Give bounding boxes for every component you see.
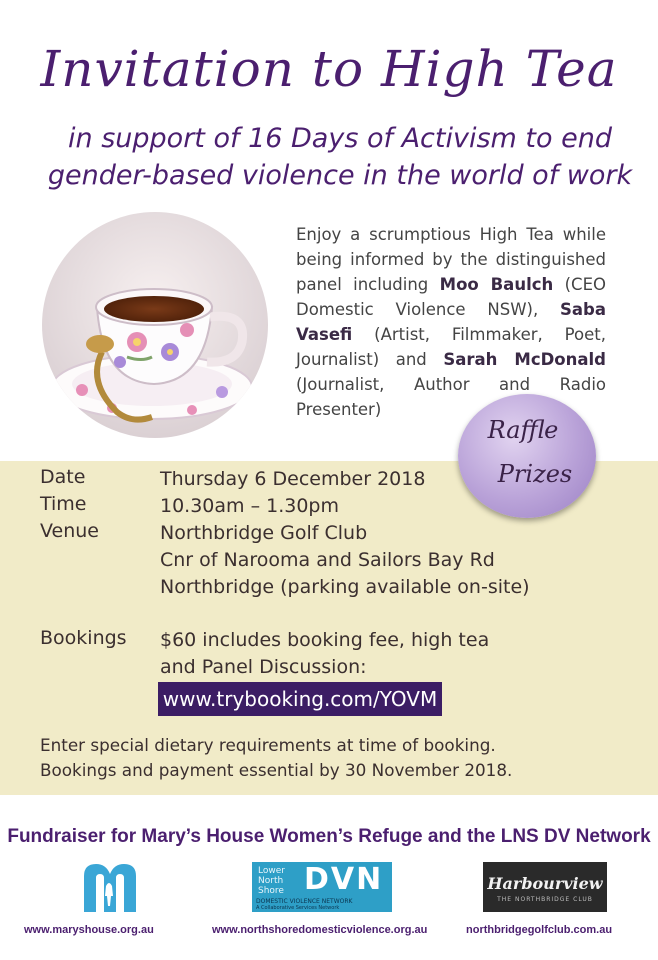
- bookings-value: [160, 627, 580, 681]
- dvn-tagline: A Collaborative Services Network: [256, 905, 340, 911]
- invitation-title: Invitation to High Tea: [40, 40, 618, 98]
- teacup-illustration: [42, 212, 268, 438]
- bookings-line-2: and Panel Discussion:: [160, 656, 367, 678]
- panelist-saba-vasefi: Saba Vasefi: [296, 300, 606, 344]
- teacup-photo: [42, 212, 268, 438]
- dvn-lns-line-3: Shore: [258, 886, 284, 896]
- raffle-label: Raffle: [487, 416, 559, 444]
- panelist-sarah-mcdonald: Sarah McDonald: [443, 350, 606, 369]
- dvn-lns-line-1: Lower: [258, 866, 285, 876]
- description-text-1: Enjoy a scrumptious High Tea while being informed by the distinguished panel including: [296, 225, 606, 294]
- date-label: Date: [40, 466, 86, 488]
- time-label: Time: [40, 493, 87, 515]
- dvn-lns-line-2: North: [258, 876, 284, 886]
- marys-house-url[interactable]: www.maryshouse.org.au: [24, 924, 154, 936]
- harbourview-name: Harbourview: [487, 874, 603, 893]
- venue-value: [160, 520, 580, 601]
- bookings-line-1: $60 includes booking fee, high tea: [160, 629, 490, 651]
- harbourview-subtitle: THE NORTHBRIDGE CLUB: [497, 896, 593, 903]
- date-value: Thursday 6 December 2018: [160, 468, 426, 490]
- golf-club-url[interactable]: northbridgegolfclub.com.au: [466, 924, 613, 936]
- dvn-network-name: DOMESTIC VIOLENCE NETWORK: [256, 898, 353, 905]
- panelist-moo-baulch: Moo Baulch: [439, 275, 554, 294]
- dvn-lower-north-shore-text: [258, 866, 285, 896]
- marys-house-m-icon: [78, 862, 148, 912]
- description-text-2: (CEO Domestic Violence NSW),: [296, 275, 606, 319]
- venue-line-3: Northbridge (parking available on-site): [160, 576, 530, 598]
- description-text-3: (Artist, Filmmaker, Poet, Journalist) and: [296, 325, 606, 369]
- bookings-label: Bookings: [40, 627, 127, 649]
- harbourview-logo: [483, 862, 607, 912]
- time-value: 10.30am – 1.30pm: [160, 495, 339, 517]
- subtitle-line-1: in support of 16 Days of Activism to end: [68, 123, 612, 154]
- marys-house-logo: [78, 862, 148, 912]
- subtitle-line-2: gender-based violence in the world of work: [47, 160, 633, 191]
- description-text-4: (Journalist, Author and Radio Presenter): [296, 375, 606, 419]
- booking-link[interactable]: www.trybooking.com/YOVM: [158, 682, 442, 716]
- payment-deadline-note: Bookings and payment essential by 30 November 2018.: [40, 760, 513, 780]
- event-subtitle: [40, 120, 640, 194]
- venue-line-1: Northbridge Golf Club: [160, 522, 368, 544]
- venue-label: Venue: [40, 520, 99, 542]
- booking-notes: [40, 733, 600, 783]
- lns-dvn-logo: [252, 862, 392, 912]
- fundraiser-heading: Fundraiser for Mary’s House Women’s Refuge and the LNS DV Network: [7, 826, 651, 847]
- venue-line-2: Cnr of Narooma and Sailors Bay Rd: [160, 549, 495, 571]
- dvn-acronym: DVN: [304, 862, 384, 897]
- dietary-note: Enter special dietary requirements at time of booking.: [40, 735, 496, 755]
- prizes-label: Prizes: [497, 460, 573, 488]
- event-description: [296, 222, 606, 422]
- lns-dv-url[interactable]: www.northshoredomesticviolence.org.au: [212, 924, 428, 936]
